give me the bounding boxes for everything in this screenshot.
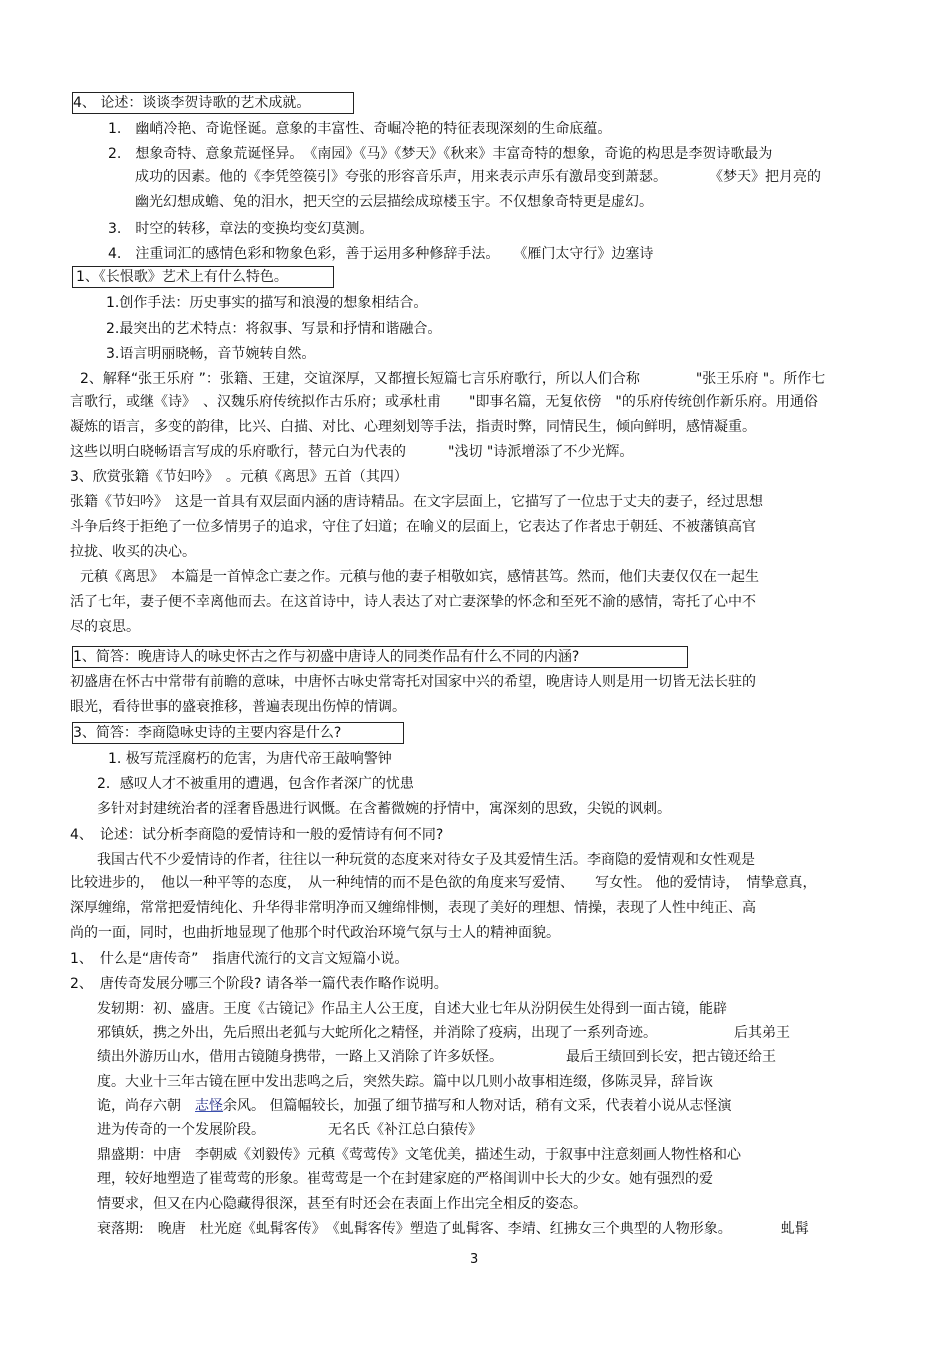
answer-line: 尽的哀思。 (70, 619, 140, 635)
answer-line: 幽光幻想成蟾、兔的泪水，把天空的云层描绘成琼楼玉宇。不仅想象奇特更是虚幻。 (135, 194, 653, 210)
answer-line: 活了七年，妻子便不幸离他而去。在这首诗中，诗人表达了对亡妻深挚的怀念和至死不渝的感情，寄托了心中不 (70, 594, 756, 610)
answer-line: 这些以明白晓畅语言写成的乐府歌行，替元白为代表的 "浅切 "诗派增添了不少光辉。 (70, 444, 634, 460)
answer-line: 1. 幽峭冷艳、奇诡怪诞。意象的丰富性、奇崛冷艳的特征表现深刻的生命底蕴。 (108, 121, 612, 137)
answer-line: 2．感叹人才不被重用的遭遇，包含作者深广的忧患 (97, 776, 414, 792)
answer-line: 情要求，但又在内心隐藏得很深，甚至有时还会在表面上作出完全相反的姿态。 (97, 1196, 587, 1212)
text-segment: 诡，尚存六朝 (97, 1098, 195, 1114)
question-heading: 1、简答：晚唐诗人的咏史怀古之作与初盛中唐诗人的同类作品有什么不同的内涵? (73, 649, 580, 665)
answer-line: 度。大业十三年古镜在匣中发出悲鸣之后，突然失踪。篇中以几则小故事相连缀，侈陈灵异，辞旨诙 (97, 1074, 713, 1090)
question-heading: 2、 唐传奇发展分哪三个阶段? 请各举一篇代表作略作说明。 (70, 976, 448, 992)
question-heading: 1、《长恨歌》艺术上有什么特色。 (76, 269, 288, 285)
answer-line: 4. 注重词汇的感情色彩和物象色彩，善于运用多种修辞手法。 《雁门太守行》边塞诗 (108, 246, 654, 262)
answer-line: 成功的因素。他的《李凭箜篌引》夸张的形容音乐声，用来表示声乐有激昂变到萧瑟。 《梦天》把月亮的 (135, 169, 821, 185)
answer-line: 深厚缠绵，常常把爱情纯化、升华得非常明净而又缠绵悱恻，表现了美好的理想、情操，表现了人性中纯正、高 (70, 900, 756, 916)
answer-line: 绩出外游历山水，借用古镜随身携带，一路上又消除了许多妖怪。 最后王绩回到长安，把古镜还给王 (97, 1049, 776, 1065)
question-heading: 2、解释“张王乐府 ”：张籍、王建，交谊深厚，又都擅长短篇七言乐府歌行，所以人们合称 "张王乐府 "。所作七 (80, 371, 826, 387)
answer-line: 2. 想象奇特、意象荒诞怪异。 《南园》《马》《梦天》《秋来》丰富奇特的想象，奇诡的构思是李贺诗歌最为 (108, 146, 773, 162)
answer-line: 初盛唐在怀古中常带有前瞻的意味，中唐怀古咏史常寄托对国家中兴的希望，晚唐诗人则是用一切皆无法长驻的 (70, 674, 756, 690)
question-heading: 1、 什么是“唐传奇” 指唐代流行的文言文短篇小说。 (70, 951, 409, 967)
question-heading: 3、欣赏张籍《节妇吟》 。元稹《离思》五首（其四） (70, 469, 408, 485)
answer-line (97, 1097, 731, 1115)
answer-line: 多针对封建统治者的淫奢昏愚进行讽慨。在含蓄微婉的抒情中，寓深刻的思致，尖锐的讽刺。 (97, 801, 671, 817)
question-heading: 3、简答：李商隐咏史诗的主要内容是什么? (73, 725, 342, 741)
answer-line: 比较进步的， 他以一种平等的态度， 从一种纯情的而不是色欲的角度来写爱情、 写女性。 他的爱情诗， 情挚意真， (70, 875, 817, 891)
answer-line: 衰落期: 晚唐 杜光庭《虬髯客传》 《虬髯客传》塑造了虬髯客、李靖、红拂女三个典型的人物形象。 虬髯 (97, 1221, 809, 1237)
question-heading: 4、 论述：试分析李商隐的爱情诗和一般的爱情诗有何不同? (70, 827, 444, 843)
answer-line: 1. 极写荒淫腐朽的危害，为唐代帝王敲响警钟 (108, 751, 392, 767)
answer-line: 3.语言明丽晓畅，音节婉转自然。 (106, 346, 316, 362)
underlined-term: 志怪 (195, 1098, 223, 1114)
answer-line: 发轫期：初、盛唐。王度《古镜记》作品主人公王度，自述大业七年从汾阴侯生处得到一面古镜，能辟 (97, 1001, 727, 1017)
text-segment: 余风。 但篇幅较长，加强了细节描写和人物对话，稍有文采，代表着小说从志怪演 (223, 1098, 732, 1114)
answer-line: 元稹《离思》 本篇是一首悼念亡妻之作。元稹与他的妻子相敬如宾，感情甚笃。然而，他们夫妻仅仅在一起生 (80, 569, 759, 585)
answer-line: 3. 时空的转移，章法的变换均变幻莫测。 (108, 221, 374, 237)
answer-line: 2.最突出的艺术特点：将叙事、写景和抒情和谐融合。 (106, 321, 442, 337)
answer-line: 我国古代不少爱情诗的作者，往往以一种玩赏的态度来对待女子及其爱情生活。李商隐的爱情观和女性观是 (97, 852, 755, 868)
answer-line: 拉拢、收买的决心。 (70, 544, 196, 560)
answer-line: 凝炼的语言，多变的韵律，比兴、白描、对比、心理刻划等手法，指责时弊，同情民生，倾向鲜明，感情凝重。 (70, 419, 756, 435)
answer-line: 邪镇妖，携之外出，先后照出老狐与大蛇所化之精怪，并消除了疫病，出现了一系列奇迹。 后其弟王 (97, 1025, 790, 1041)
answer-line: 理，较好地塑造了崔莺莺的形象。崔莺莺是一个在封建家庭的严格闺训中长大的少女。她有强烈的爱 (97, 1171, 713, 1187)
answer-line: 张籍《节妇吟》 这是一首具有双层面内涵的唐诗精品。在文字层面上，它描写了一位忠于丈夫的妻子，经过思想 (70, 494, 763, 510)
answer-line: 1.创作手法：历史事实的描写和浪漫的想象相结合。 (106, 295, 428, 311)
answer-line: 言歌行，或继《诗》 、汉魏乐府传统拟作古乐府；或承杜甫 "即事名篇，无复依傍 "的乐府传统创作新乐府。用通俗 (70, 394, 818, 410)
answer-line: 鼎盛期：中唐 李朝威《刘毅传》元稹《莺莺传》文笔优美，描述生动，于叙事中注意刻画人物性格和心 (97, 1147, 741, 1163)
page-number: 3 (470, 1252, 479, 1267)
answer-line: 眼光，看待世事的盛衰推移，普遍表现出伤悼的情调。 (70, 699, 406, 715)
answer-line: 进为传奇的一个发展阶段。 无名氏《补江总白猿传》 (97, 1122, 482, 1138)
answer-line: 尚的一面，同时，也曲折地显现了他那个时代政治环境气氛与士人的精神面貌。 (70, 925, 560, 941)
answer-line: 斗争后终于拒绝了一位多情男子的追求，守住了妇道；在喻义的层面上，它表达了作者忠于朝廷、不被藩镇高官 (70, 519, 756, 535)
question-heading: 4、 论述：谈谈李贺诗歌的艺术成就。 (73, 95, 311, 111)
